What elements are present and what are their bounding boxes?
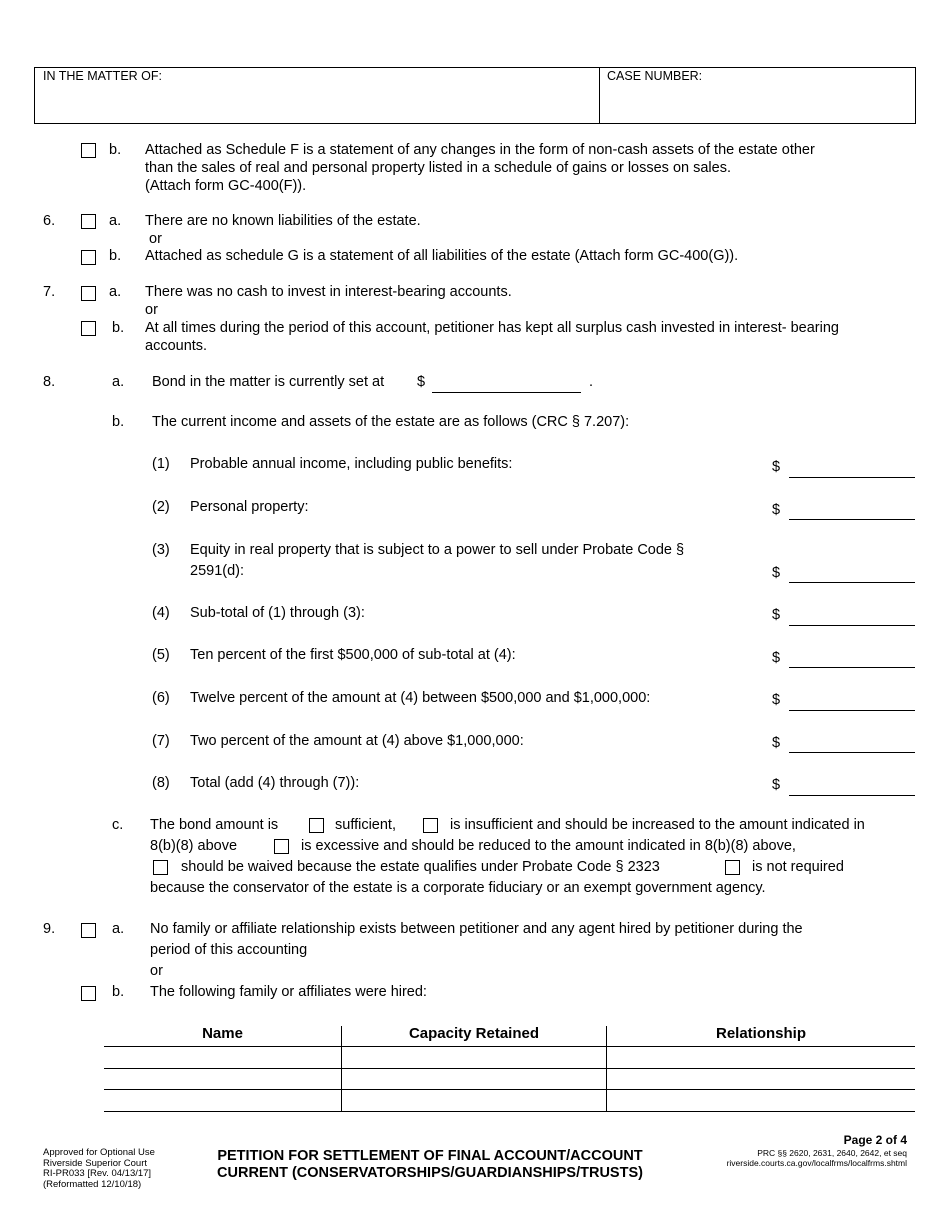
line8-text: Total (add (4) through (7)): [190, 775, 360, 791]
item7a-letter: a. [109, 284, 122, 300]
item7-or: or [145, 302, 158, 318]
item5b-text-line1: Attached as Schedule F is a statement of any changes in the form of non-cash assets of the estate other [145, 142, 815, 158]
line5-dollar: $ [772, 650, 781, 666]
line5-amount-field[interactable] [789, 667, 915, 668]
item6b-checkbox[interactable] [81, 250, 96, 265]
item7a-checkbox[interactable] [81, 286, 96, 301]
form-title-line2: CURRENT (CONSERVATORSHIPS/GUARDIANSHIPS/TRUSTS) [217, 1165, 643, 1181]
item9a-letter: a. [112, 921, 125, 937]
item8b-letter: b. [112, 414, 125, 430]
line4-amount-field[interactable] [789, 625, 915, 626]
item7-number: 7. [43, 284, 56, 300]
footer-approval [43, 1148, 155, 1190]
line2-amount-field[interactable] [789, 519, 915, 520]
item7b-letter: b. [112, 320, 125, 336]
line6-text: Twelve percent of the amount at (4) between $500,000 and $1,000,000: [190, 690, 651, 706]
item8a-period: . [589, 374, 594, 390]
line2-num: (2) [152, 499, 170, 515]
waived-label: should be waived because the estate qualifies under Probate Code § 2323 [181, 859, 660, 875]
line3-dollar: $ [772, 565, 781, 581]
table-row[interactable] [104, 1089, 915, 1090]
table-row[interactable] [104, 1068, 915, 1069]
table-col-divider [341, 1026, 342, 1112]
footer-left-line: (Reformatted 12/10/18) [43, 1178, 142, 1190]
item8a-text: Bond in the matter is currently set at [152, 374, 385, 390]
footer-references [727, 1148, 907, 1168]
line5-text: Ten percent of the first $500,000 of sub-total at (4): [190, 647, 516, 663]
line5-num: (5) [152, 647, 170, 663]
not-required-label: is not required [752, 859, 844, 875]
item6b-letter: b. [109, 248, 122, 264]
line1-amount-field[interactable] [789, 477, 915, 478]
not-required-checkbox[interactable] [725, 860, 740, 875]
footer-left-line: Riverside Superior Court [43, 1157, 148, 1169]
bond-amount-field[interactable] [432, 392, 581, 393]
table-header-name: Name [202, 1025, 243, 1042]
table-header-relationship: Relationship [715, 1025, 806, 1042]
item6-number: 6. [43, 213, 56, 229]
insufficient-label: is insufficient and should be increased to the amount indicated in [450, 817, 865, 833]
item9b-checkbox[interactable] [81, 986, 96, 1001]
form-title-line1: PETITION FOR SETTLEMENT OF FINAL ACCOUNT/ACCOUNT [217, 1148, 643, 1164]
item9a-checkbox[interactable] [81, 923, 96, 938]
line6-dollar: $ [772, 692, 781, 708]
item8a-letter: a. [112, 374, 125, 390]
matter-label: IN THE MATTER OF: [43, 69, 162, 83]
line6-num: (6) [152, 690, 170, 706]
footer-left-line: RI-PR033 [Rev. 04/13/17] [43, 1168, 152, 1179]
item8-number: 8. [43, 374, 56, 390]
table-row[interactable] [104, 1111, 915, 1112]
item6-or: or [149, 231, 162, 247]
item6b-text: Attached as schedule G is a statement of all liabilities of the estate (Attach form GC-400(G)). [145, 248, 739, 264]
line1-text: Probable annual income, including public benefits: [190, 456, 513, 472]
line6-amount-field[interactable] [789, 710, 915, 711]
footer-statutes: PRC §§ 2620, 2631, 2640, 2642, et seq [757, 1148, 907, 1158]
item5b-text-line3: (Attach form GC-400(F)). [145, 178, 307, 194]
item7b-text-line1: At all times during the period of this account, petitioner has kept all surplus cash invested in interest- bearing [145, 320, 839, 336]
line3-text2: 2591(d): [190, 563, 245, 579]
sufficient-label: sufficient, [335, 817, 396, 833]
line4-text: Sub-total of (1) through (3): [190, 605, 365, 621]
footer-left-line: Approved for Optional Use [43, 1147, 155, 1158]
item8b-text: The current income and assets of the estate are as follows (CRC § 7.207): [152, 414, 630, 430]
excessive-label: is excessive and should be reduced to the amount indicated in 8(b)(8) above, [301, 838, 796, 854]
caption-box [34, 67, 916, 124]
item9b-letter: b. [112, 984, 125, 1000]
waived-checkbox[interactable] [153, 860, 168, 875]
sufficient-checkbox[interactable] [309, 818, 324, 833]
item6a-letter: a. [109, 213, 122, 229]
table-col-divider [606, 1026, 607, 1112]
insufficient-checkbox[interactable] [423, 818, 438, 833]
item6a-text: There are no known liabilities of the estate. [145, 213, 421, 229]
line1-num: (1) [152, 456, 170, 472]
line4-num: (4) [152, 605, 170, 621]
line3-amount-field[interactable] [789, 582, 915, 583]
line8-num: (8) [152, 775, 170, 791]
footer-url: riverside.courts.ca.gov/localfrms/localfrms.shtml [726, 1158, 907, 1168]
above-label: 8(b)(8) above [150, 838, 238, 854]
table-header-capacity: Capacity Retained [408, 1025, 540, 1042]
item8a-dollar: $ [417, 374, 426, 390]
page-number: Page 2 of 4 [843, 1133, 907, 1147]
line1-dollar: $ [772, 459, 781, 475]
caption-divider [599, 68, 600, 123]
line2-text: Personal property: [190, 499, 309, 515]
line7-dollar: $ [772, 735, 781, 751]
item7b-checkbox[interactable] [81, 321, 96, 336]
item5b-letter: b. [109, 142, 122, 158]
item7a-text: There was no cash to invest in interest-bearing accounts. [145, 284, 512, 300]
table-header-rule [104, 1046, 915, 1047]
item7b-text-line2: accounts. [145, 338, 208, 354]
line8-dollar: $ [772, 777, 781, 793]
line3-text: Equity in real property that is subject to a power to sell under Probate Code § [190, 542, 685, 558]
line4-dollar: $ [772, 607, 781, 623]
item9b-text: The following family or affiliates were hired: [150, 984, 427, 1000]
item9-number: 9. [43, 921, 56, 937]
excessive-checkbox[interactable] [274, 839, 289, 854]
line7-text: Two percent of the amount at (4) above $1,000,000: [190, 733, 524, 749]
line7-amount-field[interactable] [789, 752, 915, 753]
item8c-letter: c. [112, 817, 124, 833]
line8-amount-field[interactable] [789, 795, 915, 796]
item5b-text-line2: than the sales of real and personal property listed in a schedule of gains or losses on sales. [145, 160, 731, 176]
form-title [190, 1148, 670, 1182]
line3-num: (3) [152, 542, 170, 558]
item5b-checkbox[interactable] [81, 143, 96, 158]
item6a-checkbox[interactable] [81, 214, 96, 229]
line7-num: (7) [152, 733, 170, 749]
line2-dollar: $ [772, 502, 781, 518]
item9a-text-line2: period of this accounting [150, 942, 308, 958]
item8c-last-line: because the conservator of the estate is a corporate fiduciary or an exempt government agency. [150, 880, 766, 896]
item9a-text-line1: No family or affiliate relationship exists between petitioner and any agent hired by petitioner during the [150, 921, 803, 937]
case-number-label: CASE NUMBER: [607, 69, 703, 83]
item8c-intro: The bond amount is [150, 817, 279, 833]
item9-or: or [150, 963, 163, 979]
